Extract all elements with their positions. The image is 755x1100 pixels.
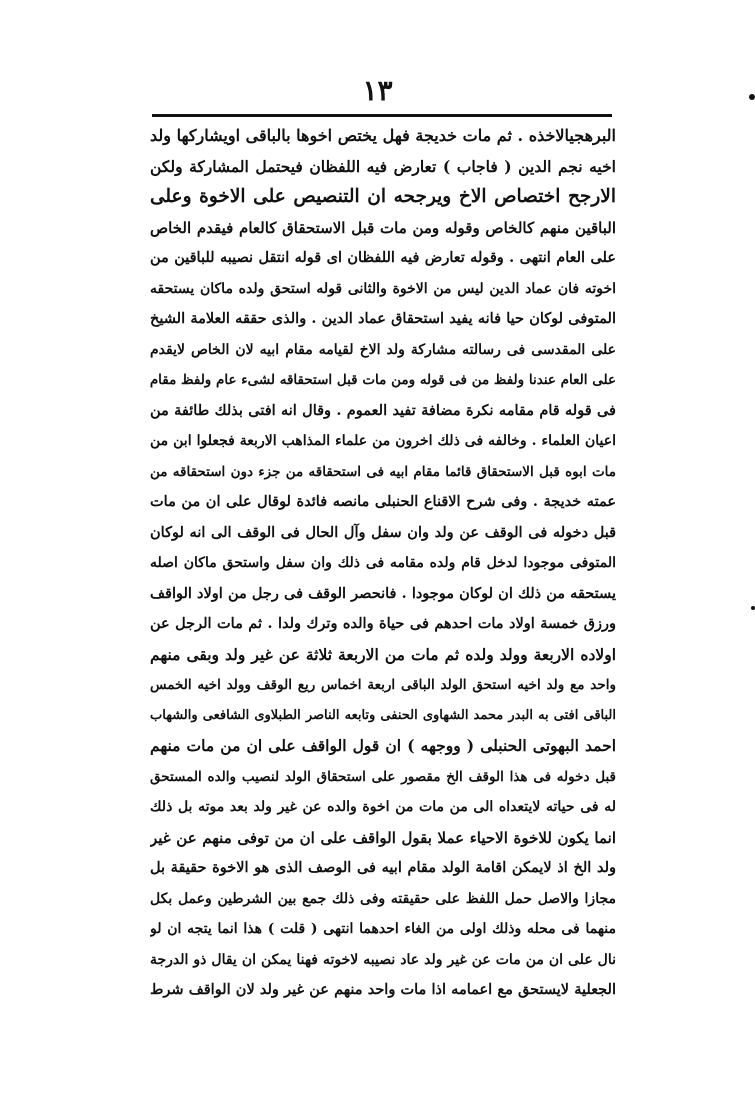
text-line: الباقى افتى به البدر محمد الشهاوى الحنفى وتابعه الناصر الطبلاوى الشافعى والشهاب <box>150 707 616 723</box>
text-line: انما يكون للاخوة الاحياء عملا بقول الواقف على ان من توفى منهم عن غير <box>150 828 616 847</box>
header-rule <box>152 114 612 117</box>
body-text <box>150 121 616 1006</box>
text-line: ورزق خمسة اولاد مات احدهم فى حياة والده وترك ولدا . ثم مات الرجل عن <box>150 615 616 632</box>
text-line: اولاده الاربعة وولد ولده ثم مات من الاربعة ثلاثة عن غير ولد وبقى منهم <box>150 644 616 664</box>
text-line: قبل دخوله فى هذا الوقف الخ مقصور على استحقاق الولد لنصيب والده المستحق <box>150 768 616 785</box>
text-line: عمته خديجة . وفى شرح الاقناع الحنبلى مانصه فائدة لوقال على ان من مات <box>150 493 616 510</box>
text-line: الجعلية لايستحق مع اعمامه اذا مات واحد منهم عن غير ولد لان الواقف شرط <box>150 981 616 998</box>
text-line: على العام انتهى . وقوله تعارض فيه اللفظان اى قوله انتقل نصيبه للباقين من <box>150 249 616 266</box>
text-line: الباقين منهم كالخاص وقوله ومن مات قبل الاستحقاق كالعام فيقدم الخاص <box>150 218 616 237</box>
text-line: يستحقه من ذلك ان لوكان موجودا . فانحصر الوقف فى رجل من اولاد الواقف <box>150 584 616 602</box>
text-line: فى قوله قام مقامه نكرة مضافة تفيد العموم . وقال انه افتى بذلك طائفة من <box>150 401 616 419</box>
text-line: اخوته فان عماد الدين ليس من الاخوة والثانى قوله استحق ولده ماكان يستحقه <box>150 280 616 297</box>
text-line: واحد مع ولد اخيه استحق الولد الباقى اربعة اخماس ريع الوقف وولد اخيه الخمس <box>150 677 616 693</box>
text-line: مات ابوه قبل الاستحقاق قائما مقام ابيه فى استحقاقه من جزء دون استحقاقه من <box>150 463 616 480</box>
text-line: قبل دخوله فى الوقف عن ولد وان سفل وآل الحال فى الوقف الى انه لوكان <box>150 523 616 541</box>
text-line: اخيه نجم الدين ( فاجاب ) تعارض فيه اللفظان فيحتمل المشاركة ولكن <box>150 156 616 176</box>
text-line: ولد الخ اذ لايمكن اقامة الولد مقام ابيه فى الوصف الذى هو الاخوة حقيقة بل <box>150 859 616 876</box>
text-line: المتوفى لوكان حيا فانه يفيد استحقاق عماد الدين . والذى حققه العلامة الشيخ <box>150 310 616 327</box>
text-line: احمد البهوتى الحنبلى ( ووجهه ) ان قول الواقف على ان من مات منهم <box>150 736 616 755</box>
text-line: الارجح اختصاص الاخ ويرجحه ان التنصيص على الاخوة وعلى <box>150 186 616 207</box>
text-line: على العام عندنا ولفظ من فى قوله ومن مات قبل استحقاقه لشىء عام ولفظ مقام <box>150 372 616 388</box>
text-line: البرهجيالاخذه . ثم مات خديجة فهل يختص اخوها بالباقى اويشاركها ولد <box>150 126 616 145</box>
text-line: نال على ان من مات عن غير ولد عاد نصيبه لاخوته فهنا يمكن ان يقال ذو الدرجة <box>150 951 616 968</box>
page-number: ١٣ <box>362 74 393 107</box>
text-line: اعيان العلماء . وخالفه فى ذلك اخرون من علماء المذاهب الاربعة فجعلوا ابن من <box>150 433 616 449</box>
text-line: منهما فى محله وذلك اولى من الغاء احدهما انتهى ( قلت ) هذا انما يتجه ان لو <box>150 921 616 937</box>
edge-mark <box>751 606 755 610</box>
text-line: مجازا والاصل حمل اللفظ على حقيقته وفى ذلك جمع بين الشرطين وعمل بكل <box>150 890 616 907</box>
text-line: له فى حياته لايتعداه الى من مات من اخوة والده عن غير ولد بعد موته بل ذلك <box>150 799 616 815</box>
text-line: على المقدسى فى رسالته مشاركة ولد الاخ لقيامه مقام ابيه لان الخاص لايقدم <box>150 341 616 358</box>
text-line: المتوفى موجودا لدخل قام ولده مقامه فى ذلك وان سفل واستحق ماكان اصله <box>150 555 616 571</box>
